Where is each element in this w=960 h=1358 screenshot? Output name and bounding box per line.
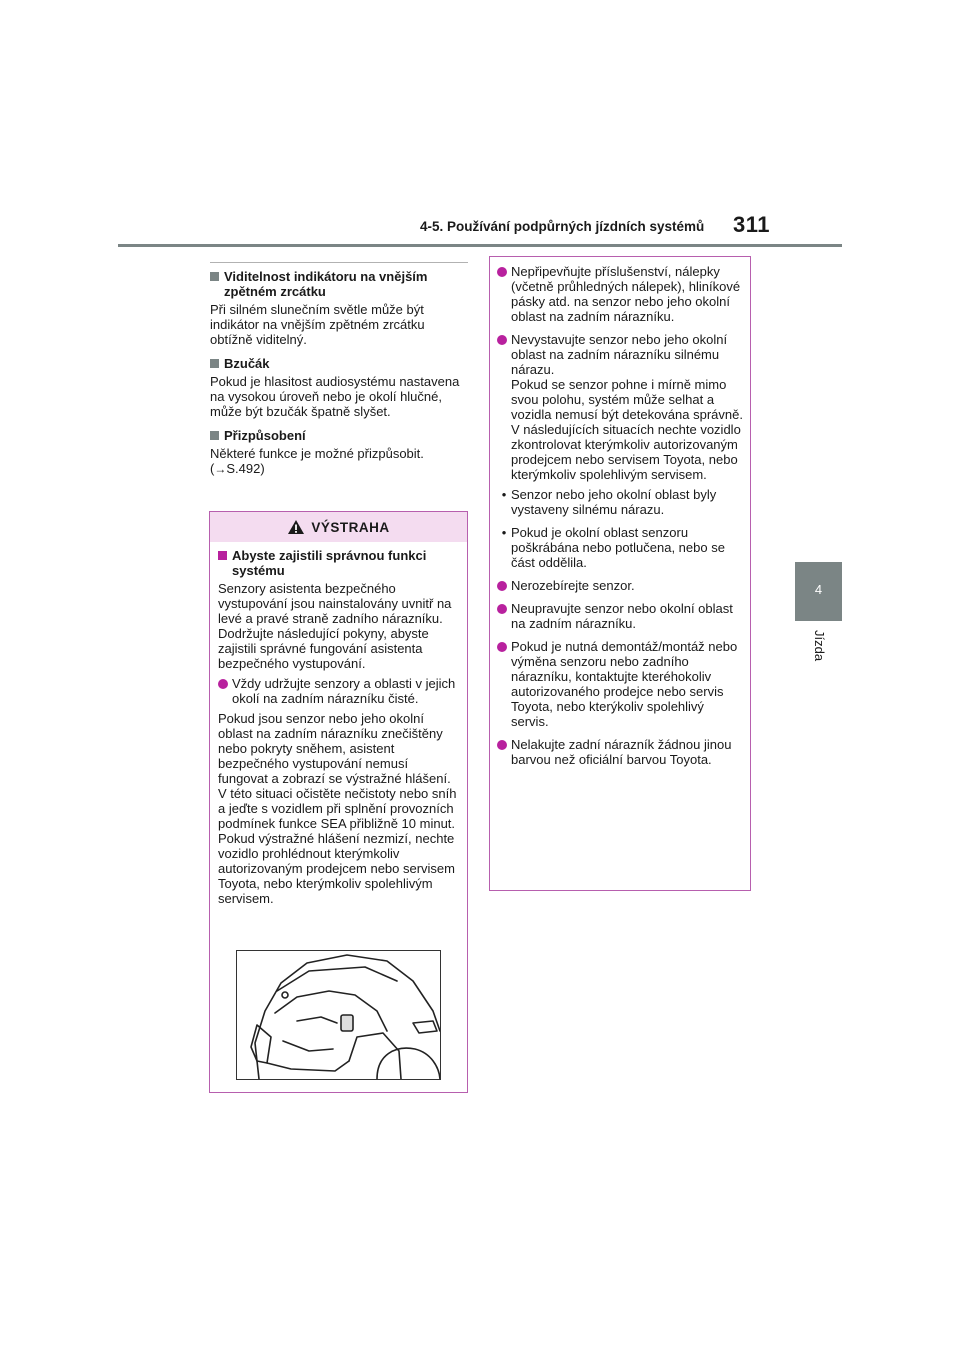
round-bullet-icon <box>497 581 507 591</box>
warning-title: VÝSTRAHA <box>311 519 390 535</box>
warning-heading-text: Abyste zajistili správnou funkci systému <box>232 548 427 578</box>
section-heading <box>210 428 468 443</box>
chapter-title: 4-5. Používání podpůrných jízdních systémů <box>420 219 705 234</box>
page-number: 311 <box>733 212 770 237</box>
section-indicator-visibility <box>210 269 468 347</box>
warning-sub-item <box>497 525 744 570</box>
header-rule <box>118 244 842 247</box>
warning-bullet-text: Nevystavujte senzor nebo jeho okolní oblast na zadním nárazníku silnému nárazu. <box>511 332 728 377</box>
warning-bullet-text: Neupravujte senzor nebo okolní oblast na zadním nárazníku. <box>511 601 733 631</box>
chapter-tab-label: Jízda <box>812 630 827 662</box>
warning-bullet-text: Nelakujte zadní nárazník žádnou jinou barvou než oficiální barvou Toyota. <box>511 737 732 767</box>
warning-bullet-note: V následujících situacích nechte vozidlo zkontrolovat kterýmkoliv autorizovaným prodejcem nebo servisem Toyota, nebo kterýmkoliv spolehlivým servisem. <box>511 422 741 482</box>
warning-bullet <box>497 601 744 631</box>
page-reference[interactable]: (→S.492) <box>210 461 265 476</box>
dot-marker: • <box>501 525 507 540</box>
section-heading <box>210 356 468 371</box>
warning-bullet <box>497 264 744 324</box>
arrow-right-icon: → <box>214 462 227 476</box>
section-title: Bzučák <box>224 356 270 371</box>
warning-bullet <box>497 639 744 729</box>
warning-box <box>209 511 468 1093</box>
warning-bullet-text: Nerozebírejte senzor. <box>511 578 635 593</box>
section-text: Při silném slunečním světle může být indikátor na vnějším zpětném zrcátku obtížně viditelný. <box>210 302 425 347</box>
round-bullet-icon <box>497 267 507 277</box>
warning-bullet <box>497 332 744 482</box>
square-bullet-icon <box>210 431 219 440</box>
warning-bullet <box>497 737 744 767</box>
warning-bullet-text: Pokud je nutná demontáž/montáž nebo výměna senzoru nebo zadního nárazníku, kontaktujte kteréhokoliv autorizovaného prodejce nebo servis Toyota, nebo kterýkoliv spolehlivý servis. <box>511 639 738 729</box>
warning-box-continued <box>489 256 751 891</box>
chapter-tab[interactable]: 4 <box>795 562 842 621</box>
square-bullet-icon <box>210 272 219 281</box>
warning-bullet-note: Pokud se senzor pohne i mírně mimo svou polohu, systém může selhat a vozidla nemusí být detekována správně. <box>511 377 743 422</box>
warning-header <box>210 512 467 542</box>
section-customization <box>210 428 468 477</box>
dot-marker: • <box>501 487 507 502</box>
warning-content <box>210 542 467 906</box>
round-bullet-icon <box>497 604 507 614</box>
section-buzzer <box>210 356 468 419</box>
round-bullet-icon <box>497 335 507 345</box>
round-bullet-icon <box>497 642 507 652</box>
warning-bullet-text: Nepřipevňujte příslušenství, nálepky (včetně průhledných nálepek), hliníkové pásky atd. na senzor nebo jeho okolní oblast na zadním nárazníku. <box>511 264 741 324</box>
warning-sub-item <box>497 487 744 517</box>
section-title: Viditelnost indikátoru na vnějším zpětném zrcátku <box>224 269 428 299</box>
warning-bullet <box>497 578 744 593</box>
warning-sub-item-text: Senzor nebo jeho okolní oblast byly vystaveny silnému nárazu. <box>511 487 717 517</box>
car-rear-sensor-illustration <box>236 950 441 1080</box>
section-text: Pokud je hlasitost audiosystému nastavena na vysokou úroveň nebo je okolí hlučné, může být bzučák špatně slyšet. <box>210 374 460 419</box>
round-bullet-icon <box>218 679 228 689</box>
warning-triangle-icon <box>287 519 305 535</box>
left-column <box>210 262 468 486</box>
section-heading <box>210 269 468 299</box>
warning-intro: Senzory asistenta bezpečného vystupování jsou nainstalovány uvnitř na levé a pravé straně zadního nárazníku. Dodržujte následující pokyny, abyste zajistili správné fungování asistenta bezpečného vystupování. <box>218 581 452 671</box>
round-bullet-icon <box>497 740 507 750</box>
warning-paragraph: Pokud jsou senzor nebo jeho okolní oblast na zadním nárazníku znečištěny nebo pokryty sněhem, asistent bezpečného vystupování nemusí fungovat a zobrazí se výstražné hlášení. V této situaci očistěte nečistoty nebo sníh a jeďte s vozidlem při splnění provozních podmínek funkce SEA přibližně 10 minut. Pokud výstražné hlášení nezmizí, nechte vozidlo prohlédnout kterýmkoliv autorizovaným prodejcem nebo servisem Toyota, nebo kterýmkoliv spolehlivým servisem. <box>218 711 457 906</box>
warning-bullet <box>218 676 461 706</box>
warning-bullet-text: Vždy udržujte senzory a oblasti v jejich okolí na zadním nárazníku čisté. <box>232 676 456 706</box>
square-bullet-icon <box>210 359 219 368</box>
page-reference-text: S.492) <box>226 461 265 476</box>
square-bullet-icon <box>218 551 227 560</box>
warning-heading <box>218 548 461 578</box>
section-title: Přizpůsobení <box>224 428 306 443</box>
warning-sub-item-text: Pokud je okolní oblast senzoru poškrábána nebo potlučena, nebo se část oddělila. <box>511 525 725 570</box>
section-text: Některé funkce je možné přizpůsobit. <box>210 446 424 461</box>
section-divider <box>210 262 468 263</box>
